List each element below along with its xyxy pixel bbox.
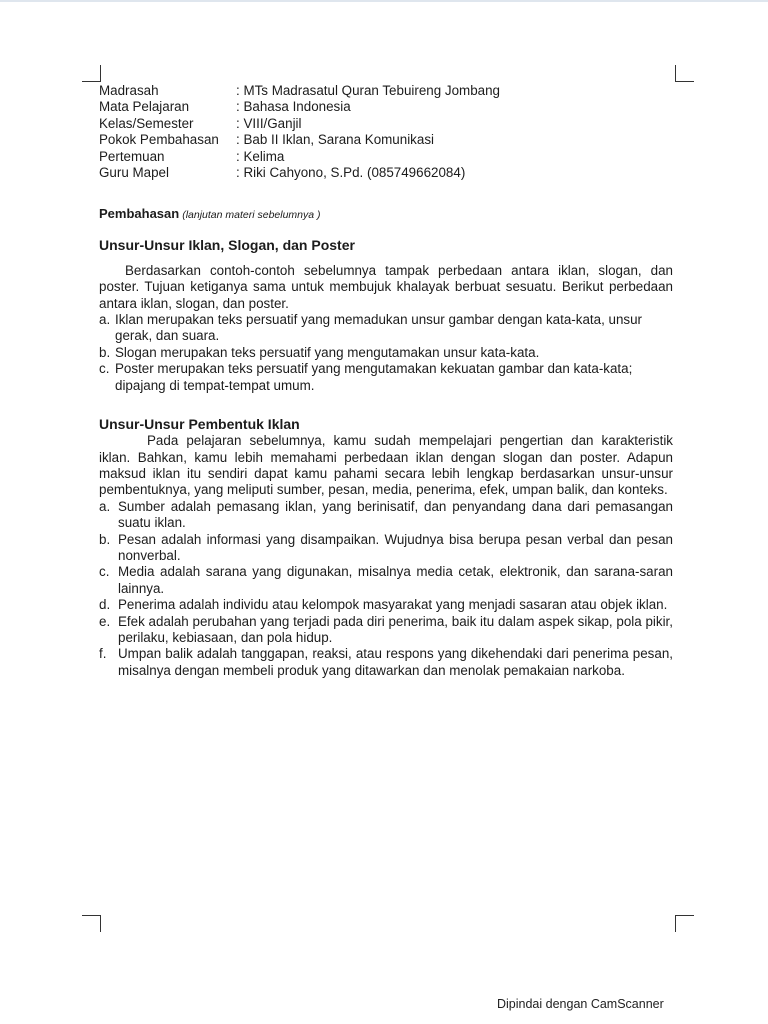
header-value: : Riki Cahyono, S.Pd. (085749662084) bbox=[236, 165, 466, 181]
list-text: Iklan merupakan teks persuatif yang memadukan unsur gambar dengan kata-kata, unsur gerak, dan suara. bbox=[115, 312, 643, 344]
list-letter: e. bbox=[99, 613, 111, 629]
header-value: : Kelima bbox=[236, 148, 285, 164]
header-value: : Bahasa Indonesia bbox=[236, 99, 351, 115]
section-paragraph: Berdasarkan contoh-contoh sebelumnya tampak perbedaan antara iklan, slogan, dan poster. Tujuan ketiganya sama untuk membujuk khalayak berbuat sesuatu. Berikut perbedaan antara iklan, slogan, dan poster. bbox=[99, 262, 673, 311]
header-row bbox=[99, 116, 500, 132]
header-row bbox=[99, 132, 500, 148]
header-label: Pertemuan bbox=[99, 148, 165, 164]
header-label: Guru Mapel bbox=[99, 165, 169, 181]
header-value: : VIII/Ganjil bbox=[236, 115, 302, 131]
list-letter: b. bbox=[99, 344, 111, 360]
list-text: Slogan merupakan teks persuatif yang mengutamakan unsur kata-kata. bbox=[115, 344, 540, 360]
list-letter: d. bbox=[99, 597, 111, 613]
list-letter: a. bbox=[99, 312, 111, 328]
camscanner-watermark: Dipindai dengan CamScanner bbox=[497, 997, 664, 1011]
list-letter: f. bbox=[99, 646, 107, 662]
section-paragraph: Pada pelajaran sebelumnya, kamu sudah mempelajari pengertian dan karakteristik iklan. Bahkan, kamu lebih memahami perbedaan iklan dengan slogan dan poster. Adapun maksud iklan itu sendiri dapat kamu pahami secara lebih lengkap berdasarkan unsur-unsur pembentuknya, yang meliputi sumber, pesan, media, penerima, efek, umpan balik, dan konteks. bbox=[99, 433, 673, 498]
list-item bbox=[99, 532, 673, 565]
crop-corner-bottom-right bbox=[675, 915, 694, 932]
header-label: Madrasah bbox=[99, 83, 159, 98]
header-value: : Bab II Iklan, Sarana Komunikasi bbox=[236, 132, 434, 148]
header-row bbox=[99, 83, 500, 99]
list-text: Efek adalah perubahan yang terjadi pada diri penerima, baik itu dalam aspek sikap, pola pikir, perilaku, kebiasaan, dan pola hidup. bbox=[118, 613, 673, 645]
pembahasan-heading bbox=[99, 206, 673, 223]
list-item bbox=[99, 646, 673, 679]
list-text: Poster merupakan teks persuatif yang mengutamakan kekuatan gambar dan kata-kata; dipajang di tempat-tempat umum. bbox=[115, 361, 633, 393]
top-edge-line bbox=[0, 0, 768, 2]
list-letter: a. bbox=[99, 498, 111, 514]
list-letter: c. bbox=[99, 361, 110, 377]
list-item bbox=[99, 312, 673, 345]
section-title: Unsur-Unsur Pembentuk Iklan bbox=[99, 416, 300, 433]
list-text: Umpan balik adalah tanggapan, reaksi, atau respons yang dikehendaki dari penerima pesan, misalnya dengan membeli produk yang ditawarkan dan menolak pemakaian narkoba. bbox=[118, 646, 673, 678]
header-row bbox=[99, 149, 500, 165]
section-title: Unsur-Unsur Iklan, Slogan, dan Poster bbox=[99, 236, 355, 253]
list-text: Penerima adalah individu atau kelompok masyarakat yang menjadi sasaran atau objek iklan. bbox=[118, 597, 668, 613]
crop-corner-top-left bbox=[82, 65, 101, 82]
header-label: Kelas/Semester bbox=[99, 115, 194, 131]
list-text: Sumber adalah pemasang iklan, yang berinisatif, dan penyandang dana dari pemasangan suatu iklan. bbox=[118, 498, 673, 531]
header-value: : MTs Madrasatul Quran Tebuireng Jombang bbox=[236, 83, 500, 98]
comparison-list bbox=[99, 312, 673, 394]
list-item bbox=[99, 499, 673, 532]
list-item bbox=[99, 597, 673, 613]
header-label: Pokok Pembahasan bbox=[99, 132, 219, 148]
pembahasan-note: (lanjutan materi sebelumnya ) bbox=[182, 209, 321, 222]
header-row bbox=[99, 99, 500, 115]
list-text: Media adalah sarana yang digunakan, misalnya media cetak, elektronik, dan sarana-saran lainnya. bbox=[118, 564, 673, 596]
header-label: Mata Pelajaran bbox=[99, 99, 190, 115]
crop-corner-top-right bbox=[675, 65, 694, 82]
list-item bbox=[99, 614, 673, 647]
list-item bbox=[99, 345, 673, 361]
header-row bbox=[99, 165, 500, 181]
list-letter: c. bbox=[99, 564, 110, 580]
pembahasan-label: Pembahasan bbox=[99, 206, 180, 222]
list-item bbox=[99, 361, 673, 394]
list-text: Pesan adalah informasi yang disampaikan. Wujudnya bisa berupa pesan verbal dan pesan nonverbal. bbox=[118, 531, 673, 563]
elements-list bbox=[99, 499, 673, 679]
crop-corner-bottom-left bbox=[82, 915, 101, 932]
header-info-table bbox=[99, 83, 500, 181]
list-letter: b. bbox=[99, 531, 111, 547]
list-item bbox=[99, 564, 673, 597]
document-body bbox=[99, 83, 673, 679]
